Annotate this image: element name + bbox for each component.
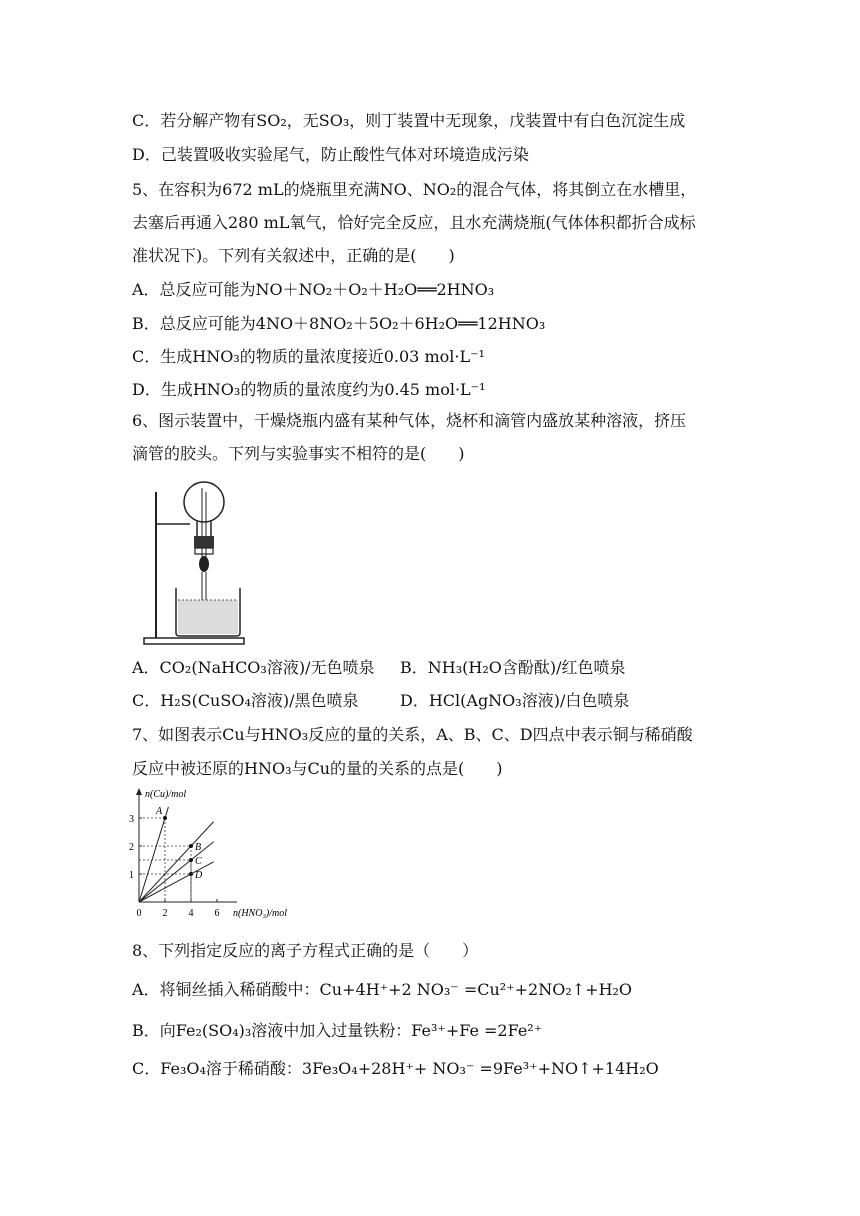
data-point [189,844,193,848]
proportion-line [139,807,168,902]
q4-option-d: D．己装置吸收实验尾气，防止酸性气体对环境造成污染 [132,145,529,164]
y-tick-label: 1 [129,870,134,881]
point-label: A [156,806,163,817]
point-label: D [195,870,203,881]
q6-option-a: A．CO₂(NaHCO₃溶液)/无色喷泉 [132,658,375,677]
data-point [189,858,193,862]
q6-stem-line2: 滴管的胶头。下列与实验事实不相符的是( ) [132,444,465,463]
point-label: B [195,842,202,853]
x-tick-label: 0 [136,908,142,919]
q5-option-d: D．生成HNO₃的物质的量浓度约为0.45 mol·L⁻¹ [132,380,486,399]
data-point [189,872,193,876]
y-tick-label: 3 [129,814,134,825]
q8-option-c: C．Fe₃O₄溶于稀硝酸：3Fe₃O₄+28H⁺+ NO₃⁻ =9Fe³⁺+NO↑+14H₂O [132,1059,659,1078]
proportion-line [139,842,214,902]
q7-stem-line1: 7、如图表示Cu与HNO₃反应的量的关系，A、B、C、D四点中表示铜与稀硝酸 [132,725,693,744]
cu-hno3-chart [125,786,315,926]
x-axis-label: n(HNO₃)/mol [233,908,288,919]
q6-stem-line1: 6、图示装置中，干燥烧瓶内盛有某种气体，烧杯和滴管内盛放某种溶液，挤压 [132,411,687,430]
q4-option-c: C．若分解产物有SO₂，无SO₃，则丁装置中无现象，戊装置中有白色沉淀生成 [132,111,686,130]
proportion-line [139,862,214,902]
q5-option-a: A．总反应可能为NO＋NO₂＋O₂＋H₂O══2HNO₃ [132,280,495,299]
data-point [163,816,167,820]
q7-stem-line2: 反应中被还原的HNO₃与Cu的量的关系的点是( ) [132,759,503,778]
proportion-line [139,822,214,902]
y-axis-arrow [136,788,142,795]
q5-stem-line1: 5、在容积为672 mL的烧瓶里充满NO、NO₂的混合气体，将其倒立在水槽里， [132,180,697,199]
x-tick-label: 4 [188,908,194,919]
q8-stem: 8、下列指定反应的离子方程式正确的是（ ） [132,941,479,960]
fountain-apparatus-figure [140,478,250,648]
x-tick-label: 2 [162,908,168,919]
q5-option-c: C．生成HNO₃的物质的量浓度接近0.03 mol·L⁻¹ [132,347,485,366]
y-axis-label: n(Cu)/mol [145,789,187,800]
q8-option-b: B．向Fe₂(SO₄)₃溶液中加入过量铁粉：Fe³⁺+Fe =2Fe²⁺ [132,1021,543,1040]
q5-option-b: B．总反应可能为4NO＋8NO₂＋5O₂＋6H₂O══12HNO₃ [132,314,546,333]
point-label: C [195,856,202,867]
x-tick-label: 6 [214,908,220,919]
q6-option-c: C．H₂S(CuSO₄溶液)/黑色喷泉 [132,691,359,710]
q5-stem-line3: 准状况下)。下列有关叙述中，正确的是( ) [132,246,455,265]
q6-option-b: B．NH₃(H₂O含酚酞)/红色喷泉 [400,658,626,677]
q8-option-a: A．将铜丝插入稀硝酸中：Cu+4H⁺+2 NO₃⁻ =Cu²⁺+2NO₂↑+H₂O [132,980,633,999]
q6-option-d: D．HCl(AgNO₃溶液)/白色喷泉 [400,691,630,710]
q5-stem-line2: 去塞后再通入280 mL氧气，恰好完全反应，且水充满烧瓶(气体体积都折合成标 [132,213,696,232]
y-tick-label: 2 [129,842,134,853]
